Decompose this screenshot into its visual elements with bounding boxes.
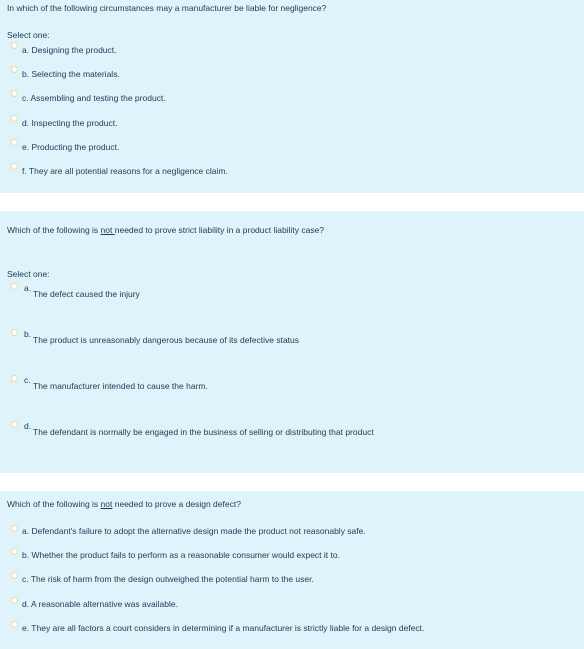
radio-q3-c[interactable] xyxy=(11,572,18,579)
option-q1-a[interactable]: a. Designing the product. xyxy=(22,45,117,55)
question-text-start: Which of the following is xyxy=(7,225,101,235)
option-letter-q2-c: c. xyxy=(24,375,31,385)
option-letter-q2-a: a. xyxy=(24,283,32,293)
option-q2-c[interactable]: The manufacturer intended to cause the harm. xyxy=(33,381,208,391)
option-q3-b[interactable]: b. Whether the product fails to perform as a reasonable consumer would expect it to. xyxy=(22,550,340,560)
select-prompt: Select one: xyxy=(7,30,50,40)
option-q3-e[interactable]: e. They are all factors a court considers in determining if a manufacturer is strictly liable for a design defect. xyxy=(22,623,425,633)
radio-q3-b[interactable] xyxy=(11,548,18,555)
question-text-end: needed to prove strict liability in a product liability case? xyxy=(114,225,325,235)
radio-q2-d[interactable] xyxy=(11,421,18,428)
option-q3-d[interactable]: d. A reasonable alternative was available. xyxy=(22,599,178,609)
option-q2-b[interactable]: The product is unreasonably dangerous because of its defective status xyxy=(33,335,300,345)
question-text-underlined: not xyxy=(100,499,113,509)
radio-q2-a[interactable] xyxy=(11,283,18,290)
question-text xyxy=(7,225,324,235)
radio-q1-a[interactable] xyxy=(11,42,18,49)
question-text xyxy=(7,499,241,509)
option-q3-a[interactable]: a. Defendant's failure to adopt the alternative design made the product not reasonably safe. xyxy=(22,526,366,536)
question-card-3 xyxy=(0,491,584,649)
question-text-end: needed to prove a design defect? xyxy=(112,499,241,509)
question-text: In which of the following circumstances may a manufacturer be liable for negligence? xyxy=(7,3,327,13)
radio-q1-c[interactable] xyxy=(11,90,18,97)
radio-q1-e[interactable] xyxy=(11,139,18,146)
option-q1-f[interactable]: f. They are all potential reasons for a negligence claim. xyxy=(22,166,228,176)
option-q1-c[interactable]: c. Assembling and testing the product. xyxy=(22,93,166,103)
radio-q2-b[interactable] xyxy=(11,329,18,336)
option-q2-d[interactable]: The defendant is normally be engaged in the business of selling or distributing that product xyxy=(33,427,374,437)
radio-q1-b[interactable] xyxy=(11,66,18,73)
option-q1-d[interactable]: d. Inspecting the product. xyxy=(22,118,118,128)
question-text-underlined: not xyxy=(100,225,115,235)
radio-q3-d[interactable] xyxy=(11,597,18,604)
radio-q1-f[interactable] xyxy=(11,163,18,170)
radio-q2-c[interactable] xyxy=(11,375,18,382)
radio-q1-d[interactable] xyxy=(11,115,18,122)
option-q1-e[interactable]: e. Producting the product. xyxy=(22,142,120,152)
option-letter-q2-d: d. xyxy=(24,421,32,431)
question-card-2 xyxy=(0,211,584,473)
select-prompt: Select one: xyxy=(7,269,50,279)
radio-q3-a[interactable] xyxy=(11,525,18,532)
option-q1-b[interactable]: b. Selecting the materials. xyxy=(22,69,120,79)
question-text-start: Which of the following is xyxy=(7,499,101,509)
radio-q3-e[interactable] xyxy=(11,621,18,628)
option-letter-q2-b: b. xyxy=(24,329,32,339)
question-card-1 xyxy=(0,0,584,193)
option-q2-a[interactable]: The defect caused the injury xyxy=(33,289,140,299)
option-q3-c[interactable]: c. The risk of harm from the design outweighed the potential harm to the user. xyxy=(22,574,314,584)
